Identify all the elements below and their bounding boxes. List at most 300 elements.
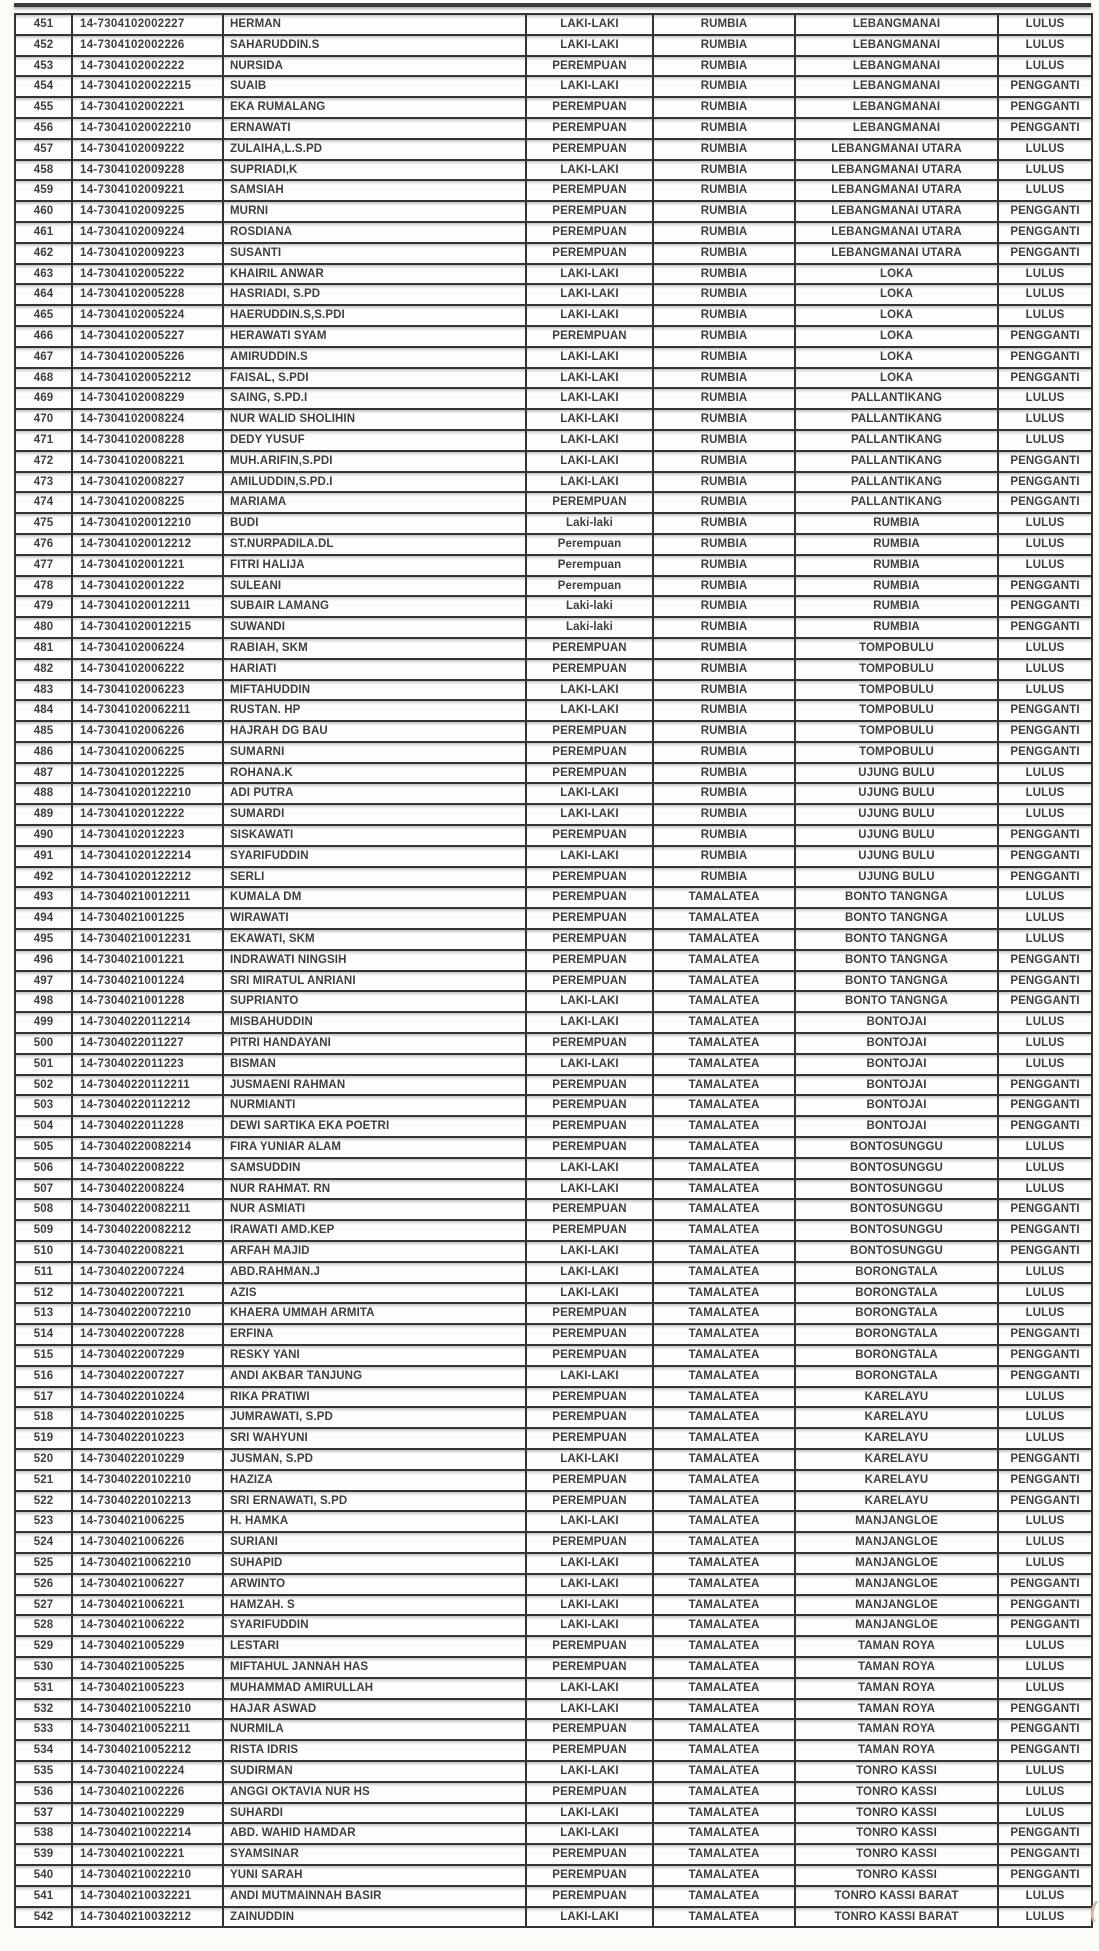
- cell-district: TAMALATEA: [653, 1262, 795, 1283]
- cell-district: TAMALATEA: [653, 1366, 795, 1387]
- cell-id: 14-7304102009222: [72, 139, 223, 160]
- cell-gender: Laki-laki: [526, 596, 653, 617]
- cell-village: BONTOJAI: [795, 1054, 998, 1075]
- cell-id: 14-73040220082214: [72, 1137, 223, 1158]
- cell-gender: PEREMPUAN: [526, 1844, 653, 1865]
- cell-name: RABIAH, SKM: [223, 638, 526, 659]
- cell-village: PALLANTIKANG: [795, 388, 998, 409]
- cell-id: 14-7304102008224: [72, 409, 223, 430]
- cell-name: AZIS: [223, 1283, 526, 1304]
- cell-district: RUMBIA: [653, 243, 795, 264]
- table-row: [15, 1719, 1092, 1740]
- cell-id: 14-73040220072210: [72, 1303, 223, 1324]
- cell-no: 491: [15, 846, 72, 867]
- cell-no: 474: [15, 492, 72, 513]
- cell-village: RUMBIA: [795, 617, 998, 638]
- cell-village: UJUNG BULU: [795, 804, 998, 825]
- cell-district: RUMBIA: [653, 430, 795, 451]
- table-row: [15, 305, 1092, 326]
- cell-id: 14-7304102005226: [72, 347, 223, 368]
- cell-village: PALLANTIKANG: [795, 492, 998, 513]
- cell-name: ARFAH MAJID: [223, 1241, 526, 1262]
- cell-status: LULUS: [998, 35, 1092, 56]
- cell-status: LULUS: [998, 56, 1092, 77]
- table-row: [15, 887, 1092, 908]
- cell-status: LULUS: [998, 1803, 1092, 1824]
- cell-no: 481: [15, 638, 72, 659]
- table-row: [15, 1615, 1092, 1636]
- cell-name: SURIANI: [223, 1532, 526, 1553]
- cell-status: PENGGANTI: [998, 1199, 1092, 1220]
- table-row: [15, 1387, 1092, 1408]
- cell-no: 518: [15, 1407, 72, 1428]
- cell-gender: LAKI-LAKI: [526, 451, 653, 472]
- cell-status: LULUS: [998, 1511, 1092, 1532]
- cell-no: 510: [15, 1241, 72, 1262]
- cell-id: 14-73040220112214: [72, 1012, 223, 1033]
- cell-name: HARIATI: [223, 659, 526, 680]
- table-row: [15, 222, 1092, 243]
- cell-id: 14-73040210052210: [72, 1699, 223, 1720]
- table-row: [15, 1886, 1092, 1907]
- table-row: [15, 1116, 1092, 1137]
- cell-name: ABD.RAHMAN.J: [223, 1262, 526, 1283]
- cell-no: 476: [15, 534, 72, 555]
- cell-village: UJUNG BULU: [795, 846, 998, 867]
- cell-status: PENGGANTI: [998, 118, 1092, 139]
- table-row: [15, 721, 1092, 742]
- cell-status: LULUS: [998, 14, 1092, 35]
- cell-district: TAMALATEA: [653, 1615, 795, 1636]
- cell-id: 14-7304021005229: [72, 1636, 223, 1657]
- cell-gender: PEREMPUAN: [526, 887, 653, 908]
- table-row: [15, 1907, 1092, 1928]
- cell-no: 464: [15, 284, 72, 305]
- cell-status: PENGGANTI: [998, 1491, 1092, 1512]
- cell-village: MANJANGLOE: [795, 1574, 998, 1595]
- table-row: [15, 430, 1092, 451]
- cell-village: UJUNG BULU: [795, 825, 998, 846]
- cell-district: TAMALATEA: [653, 1137, 795, 1158]
- cell-id: 14-7304102012225: [72, 763, 223, 784]
- cell-status: LULUS: [998, 1657, 1092, 1678]
- cell-village: TOMPOBULU: [795, 742, 998, 763]
- cell-gender: PEREMPUAN: [526, 1220, 653, 1241]
- table-row: [15, 1220, 1092, 1241]
- cell-status: PENGGANTI: [998, 326, 1092, 347]
- cell-gender: PEREMPUAN: [526, 1137, 653, 1158]
- cell-no: 536: [15, 1782, 72, 1803]
- cell-district: TAMALATEA: [653, 1116, 795, 1137]
- cell-village: MANJANGLOE: [795, 1595, 998, 1616]
- cell-district: TAMALATEA: [653, 1491, 795, 1512]
- table-row: [15, 1158, 1092, 1179]
- cell-status: LULUS: [998, 139, 1092, 160]
- cell-gender: LAKI-LAKI: [526, 160, 653, 181]
- cell-district: TAMALATEA: [653, 1844, 795, 1865]
- cell-status: LULUS: [998, 534, 1092, 555]
- cell-name: RISTA IDRIS: [223, 1740, 526, 1761]
- cell-village: KARELAYU: [795, 1407, 998, 1428]
- cell-name: SUMARNI: [223, 742, 526, 763]
- cell-no: 522: [15, 1491, 72, 1512]
- table-row: [15, 659, 1092, 680]
- cell-name: SUHAPID: [223, 1553, 526, 1574]
- cell-gender: LAKI-LAKI: [526, 472, 653, 493]
- cell-id: 14-7304022011227: [72, 1033, 223, 1054]
- cell-id: 14-7304022008221: [72, 1241, 223, 1262]
- cell-no: 451: [15, 14, 72, 35]
- cell-village: PALLANTIKANG: [795, 451, 998, 472]
- cell-district: RUMBIA: [653, 222, 795, 243]
- cell-gender: LAKI-LAKI: [526, 409, 653, 430]
- cell-district: RUMBIA: [653, 534, 795, 555]
- cell-id: 14-7304102005227: [72, 326, 223, 347]
- cell-district: TAMALATEA: [653, 1428, 795, 1449]
- cell-district: TAMALATEA: [653, 1699, 795, 1720]
- cell-name: EKAWATI, SKM: [223, 929, 526, 950]
- cell-id: 14-7304102006223: [72, 680, 223, 701]
- cell-no: 505: [15, 1137, 72, 1158]
- cell-gender: PEREMPUAN: [526, 1324, 653, 1345]
- cell-district: TAMALATEA: [653, 1324, 795, 1345]
- cell-id: 14-73040210032221: [72, 1886, 223, 1907]
- cell-village: LEBANGMANAI: [795, 56, 998, 77]
- cell-status: LULUS: [998, 763, 1092, 784]
- cell-village: BONTO TANGNGA: [795, 908, 998, 929]
- table-row: [15, 1137, 1092, 1158]
- cell-no: 499: [15, 1012, 72, 1033]
- cell-no: 521: [15, 1470, 72, 1491]
- cell-no: 503: [15, 1095, 72, 1116]
- cell-name: NUR RAHMAT. RN: [223, 1179, 526, 1200]
- cell-gender: PEREMPUAN: [526, 1428, 653, 1449]
- table-row: [15, 451, 1092, 472]
- cell-no: 495: [15, 929, 72, 950]
- cell-id: 14-73041020012212: [72, 534, 223, 555]
- cell-name: FIRA YUNIAR ALAM: [223, 1137, 526, 1158]
- cell-id: 14-7304102008221: [72, 451, 223, 472]
- cell-no: 456: [15, 118, 72, 139]
- cell-village: BONTOJAI: [795, 1075, 998, 1096]
- cell-name: RIKA PRATIWI: [223, 1387, 526, 1408]
- cell-district: RUMBIA: [653, 596, 795, 617]
- cell-village: TONRO KASSI: [795, 1865, 998, 1886]
- table-row: [15, 76, 1092, 97]
- cell-name: MARIAMA: [223, 492, 526, 513]
- cell-id: 14-7304021005225: [72, 1657, 223, 1678]
- cell-id: 14-7304102001222: [72, 576, 223, 597]
- cell-id: 14-7304102006224: [72, 638, 223, 659]
- table-row: [15, 472, 1092, 493]
- cell-village: BONTOJAI: [795, 1033, 998, 1054]
- table-row: [15, 180, 1092, 201]
- table-row: [15, 1844, 1092, 1865]
- cell-no: 468: [15, 368, 72, 389]
- cell-gender: LAKI-LAKI: [526, 1054, 653, 1075]
- cell-village: BONTOSUNGGU: [795, 1241, 998, 1262]
- cell-id: 14-7304022010223: [72, 1428, 223, 1449]
- cell-id: 14-73041020012215: [72, 617, 223, 638]
- cell-name: HAJAR ASWAD: [223, 1699, 526, 1720]
- cell-gender: PEREMPUAN: [526, 825, 653, 846]
- cell-district: TAMALATEA: [653, 1574, 795, 1595]
- cell-gender: PEREMPUAN: [526, 97, 653, 118]
- cell-no: 542: [15, 1907, 72, 1928]
- cell-no: 511: [15, 1262, 72, 1283]
- cell-id: 14-7304102008227: [72, 472, 223, 493]
- cell-status: LULUS: [998, 929, 1092, 950]
- table-row: [15, 368, 1092, 389]
- cell-district: RUMBIA: [653, 825, 795, 846]
- cell-district: RUMBIA: [653, 638, 795, 659]
- cell-gender: PEREMPUAN: [526, 1657, 653, 1678]
- cell-no: 507: [15, 1179, 72, 1200]
- cell-status: PENGGANTI: [998, 451, 1092, 472]
- cell-no: 490: [15, 825, 72, 846]
- cell-status: LULUS: [998, 1179, 1092, 1200]
- table-row: [15, 1657, 1092, 1678]
- cell-gender: LAKI-LAKI: [526, 783, 653, 804]
- cell-district: TAMALATEA: [653, 1636, 795, 1657]
- cell-id: 14-7304102002227: [72, 14, 223, 35]
- cell-no: 525: [15, 1553, 72, 1574]
- table-row: [15, 1407, 1092, 1428]
- cell-status: PENGGANTI: [998, 1075, 1092, 1096]
- cell-gender: PEREMPUAN: [526, 908, 653, 929]
- cell-district: RUMBIA: [653, 305, 795, 326]
- cell-name: JUSMAN, S.PD: [223, 1449, 526, 1470]
- cell-gender: PEREMPUAN: [526, 1719, 653, 1740]
- cell-status: PENGGANTI: [998, 492, 1092, 513]
- table-row: [15, 617, 1092, 638]
- table-row: [15, 1678, 1092, 1699]
- cell-village: LEBANGMANAI UTARA: [795, 180, 998, 201]
- cell-status: LULUS: [998, 638, 1092, 659]
- cell-village: MANJANGLOE: [795, 1553, 998, 1574]
- cell-village: UJUNG BULU: [795, 783, 998, 804]
- cell-name: NUR ASMIATI: [223, 1199, 526, 1220]
- cell-village: LOKA: [795, 305, 998, 326]
- cell-district: TAMALATEA: [653, 950, 795, 971]
- cell-status: LULUS: [998, 659, 1092, 680]
- cell-gender: LAKI-LAKI: [526, 1158, 653, 1179]
- cell-status: PENGGANTI: [998, 991, 1092, 1012]
- cell-gender: PEREMPUAN: [526, 1470, 653, 1491]
- cell-id: 14-7304022007229: [72, 1345, 223, 1366]
- cell-village: PALLANTIKANG: [795, 430, 998, 451]
- cell-district: TAMALATEA: [653, 1095, 795, 1116]
- cell-id: 14-7304021005223: [72, 1678, 223, 1699]
- cell-status: LULUS: [998, 264, 1092, 285]
- cell-id: 14-7304102012223: [72, 825, 223, 846]
- table-row: [15, 1054, 1092, 1075]
- cell-no: 534: [15, 1740, 72, 1761]
- cell-id: 14-73041020062211: [72, 700, 223, 721]
- cell-status: PENGGANTI: [998, 1823, 1092, 1844]
- cell-gender: LAKI-LAKI: [526, 1574, 653, 1595]
- cell-district: TAMALATEA: [653, 929, 795, 950]
- cell-gender: PEREMPUAN: [526, 180, 653, 201]
- cell-name: ST.NURPADILA.DL: [223, 534, 526, 555]
- cell-district: RUMBIA: [653, 14, 795, 35]
- table-row: [15, 326, 1092, 347]
- cell-gender: PEREMPUAN: [526, 1532, 653, 1553]
- cell-status: LULUS: [998, 555, 1092, 576]
- table-row: [15, 1511, 1092, 1532]
- cell-district: TAMALATEA: [653, 1283, 795, 1304]
- cell-no: 457: [15, 139, 72, 160]
- cell-gender: LAKI-LAKI: [526, 1699, 653, 1720]
- cell-id: 14-73040220112211: [72, 1075, 223, 1096]
- cell-no: 528: [15, 1615, 72, 1636]
- cell-id: 14-73040210052211: [72, 1719, 223, 1740]
- cell-gender: LAKI-LAKI: [526, 1907, 653, 1928]
- cell-name: ANGGI OKTAVIA NUR HS: [223, 1782, 526, 1803]
- cell-status: PENGGANTI: [998, 1615, 1092, 1636]
- cell-village: TAMAN ROYA: [795, 1740, 998, 1761]
- cell-no: 465: [15, 305, 72, 326]
- cell-village: LOKA: [795, 368, 998, 389]
- cell-status: LULUS: [998, 1782, 1092, 1803]
- cell-district: RUMBIA: [653, 56, 795, 77]
- cell-village: BONTO TANGNGA: [795, 950, 998, 971]
- cell-district: RUMBIA: [653, 284, 795, 305]
- cell-district: TAMALATEA: [653, 1803, 795, 1824]
- cell-village: LEBANGMANAI: [795, 14, 998, 35]
- cell-name: SRI MIRATUL ANRIANI: [223, 971, 526, 992]
- table-row: [15, 908, 1092, 929]
- cell-district: TAMALATEA: [653, 1678, 795, 1699]
- cell-id: 14-7304102009228: [72, 160, 223, 181]
- table-row: [15, 1532, 1092, 1553]
- cell-no: 512: [15, 1283, 72, 1304]
- cell-village: TAMAN ROYA: [795, 1636, 998, 1657]
- cell-name: SUWANDI: [223, 617, 526, 638]
- cell-id: 14-73040220102213: [72, 1491, 223, 1512]
- cell-status: PENGGANTI: [998, 971, 1092, 992]
- table-row: [15, 1033, 1092, 1054]
- cell-village: MANJANGLOE: [795, 1615, 998, 1636]
- cell-status: PENGGANTI: [998, 243, 1092, 264]
- cell-name: SYARIFUDDIN: [223, 846, 526, 867]
- cell-no: 529: [15, 1636, 72, 1657]
- cell-village: KARELAYU: [795, 1491, 998, 1512]
- cell-village: TONRO KASSI BARAT: [795, 1907, 998, 1928]
- cell-village: TAMAN ROYA: [795, 1699, 998, 1720]
- cell-gender: Laki-laki: [526, 617, 653, 638]
- cell-name: MURNI: [223, 201, 526, 222]
- cell-village: BONTOSUNGGU: [795, 1158, 998, 1179]
- cell-name: EKA RUMALANG: [223, 97, 526, 118]
- cell-no: 493: [15, 887, 72, 908]
- table-row: [15, 555, 1092, 576]
- cell-district: RUMBIA: [653, 742, 795, 763]
- cell-status: LULUS: [998, 908, 1092, 929]
- cell-village: RUMBIA: [795, 576, 998, 597]
- cell-gender: PEREMPUAN: [526, 1075, 653, 1096]
- cell-status: LULUS: [998, 1407, 1092, 1428]
- cell-gender: Perempuan: [526, 555, 653, 576]
- cell-district: TAMALATEA: [653, 1865, 795, 1886]
- cell-name: KHAIRIL ANWAR: [223, 264, 526, 285]
- cell-name: INDRAWATI NINGSIH: [223, 950, 526, 971]
- cell-gender: PEREMPUAN: [526, 971, 653, 992]
- cell-village: LEBANGMANAI: [795, 118, 998, 139]
- cell-id: 14-7304022010224: [72, 1387, 223, 1408]
- cell-no: 472: [15, 451, 72, 472]
- cell-village: TAMAN ROYA: [795, 1678, 998, 1699]
- cell-id: 14-7304022008224: [72, 1179, 223, 1200]
- cell-id: 14-7304102008229: [72, 388, 223, 409]
- table-row: [15, 1823, 1092, 1844]
- cell-district: RUMBIA: [653, 139, 795, 160]
- cell-village: BORONGTALA: [795, 1303, 998, 1324]
- cell-district: TAMALATEA: [653, 1470, 795, 1491]
- cell-district: TAMALATEA: [653, 1054, 795, 1075]
- cell-no: 461: [15, 222, 72, 243]
- cell-id: 14-7304102001221: [72, 555, 223, 576]
- cell-village: LEBANGMANAI: [795, 97, 998, 118]
- table-row: [15, 1095, 1092, 1116]
- cell-district: TAMALATEA: [653, 887, 795, 908]
- cell-village: TONRO KASSI: [795, 1782, 998, 1803]
- cell-name: MISBAHUDDIN: [223, 1012, 526, 1033]
- cell-status: PENGGANTI: [998, 347, 1092, 368]
- cell-village: LEBANGMANAI UTARA: [795, 222, 998, 243]
- cell-no: 513: [15, 1303, 72, 1324]
- cell-village: BONTO TANGNGA: [795, 929, 998, 950]
- cell-id: 14-7304021006227: [72, 1574, 223, 1595]
- cell-no: 460: [15, 201, 72, 222]
- cell-status: PENGGANTI: [998, 721, 1092, 742]
- cell-name: HAJRAH DG BAU: [223, 721, 526, 742]
- cell-gender: PEREMPUAN: [526, 1387, 653, 1408]
- cell-district: RUMBIA: [653, 555, 795, 576]
- table-row: [15, 1345, 1092, 1366]
- table-row: [15, 1803, 1092, 1824]
- table-row: [15, 1470, 1092, 1491]
- cell-id: 14-7304022007221: [72, 1283, 223, 1304]
- table-row: [15, 680, 1092, 701]
- cell-village: RUMBIA: [795, 513, 998, 534]
- table-row: [15, 14, 1092, 35]
- table-row: [15, 1262, 1092, 1283]
- table-row: [15, 1865, 1092, 1886]
- cell-district: RUMBIA: [653, 347, 795, 368]
- cell-name: SAHARUDDIN.S: [223, 35, 526, 56]
- cell-name: AMIRUDDIN.S: [223, 347, 526, 368]
- cell-status: LULUS: [998, 1553, 1092, 1574]
- cell-village: LEBANGMANAI: [795, 76, 998, 97]
- cell-district: RUMBIA: [653, 763, 795, 784]
- table-row: [15, 804, 1092, 825]
- cell-village: LEBANGMANAI: [795, 35, 998, 56]
- previous-row-cut-border: [14, 3, 1091, 7]
- cell-name: NURMILA: [223, 1719, 526, 1740]
- cell-status: PENGGANTI: [998, 472, 1092, 493]
- cell-gender: PEREMPUAN: [526, 763, 653, 784]
- cell-name: SERLI: [223, 867, 526, 888]
- cell-village: BORONGTALA: [795, 1262, 998, 1283]
- cell-name: NUR WALID SHOLIHIN: [223, 409, 526, 430]
- cell-district: RUMBIA: [653, 700, 795, 721]
- cell-district: TAMALATEA: [653, 1595, 795, 1616]
- table-row: [15, 1012, 1092, 1033]
- cell-status: LULUS: [998, 305, 1092, 326]
- cell-status: LULUS: [998, 1886, 1092, 1907]
- cell-district: TAMALATEA: [653, 991, 795, 1012]
